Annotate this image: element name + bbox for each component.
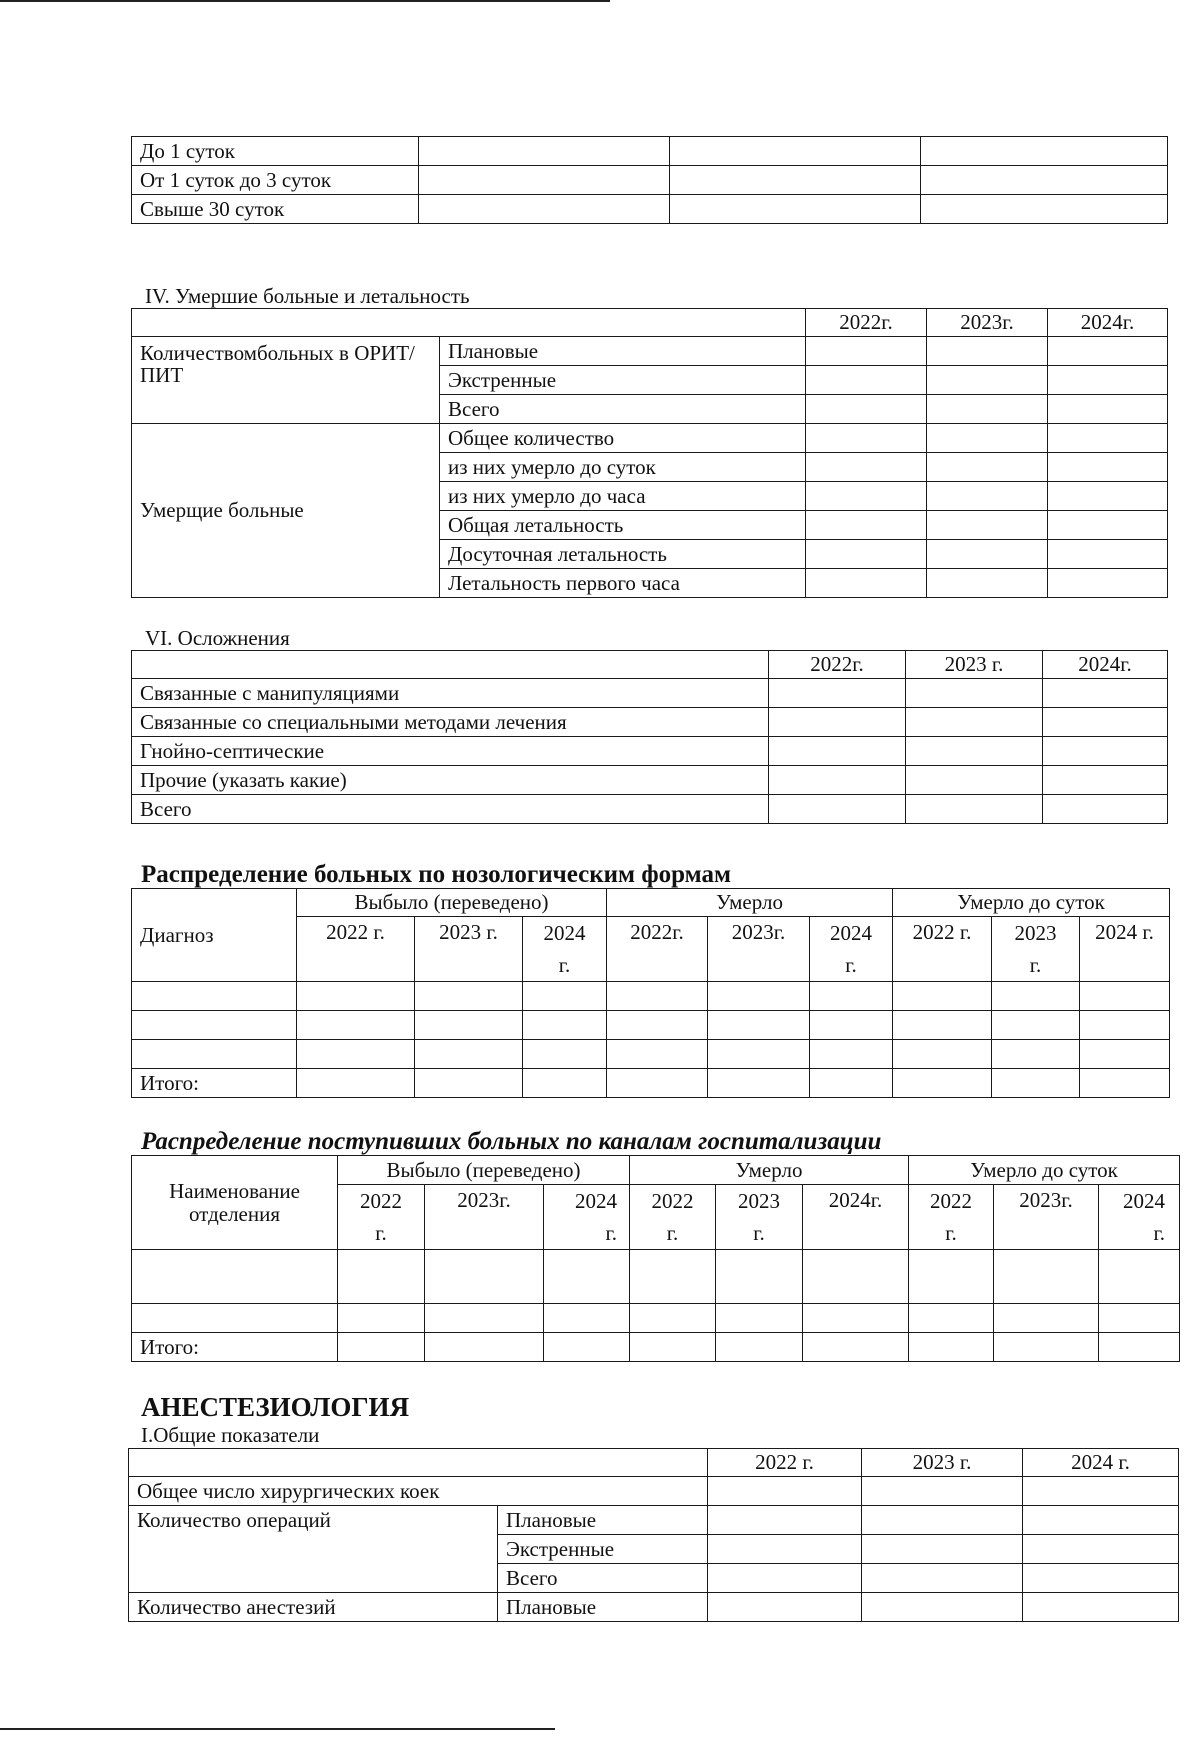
table-row xyxy=(132,137,1168,166)
row-label: Всего xyxy=(440,395,806,424)
year-header: 2022г. xyxy=(769,651,906,679)
duration-table-block xyxy=(131,136,1168,224)
group-header-row xyxy=(132,1156,1180,1185)
row-label: Экстренные xyxy=(440,366,806,395)
year-header: 2024 г. xyxy=(1099,1185,1180,1250)
table-row xyxy=(132,708,1168,737)
group-label: Количество анестезий xyxy=(129,1593,498,1622)
row-label: Летальность первого часа xyxy=(440,569,806,598)
mortality-section xyxy=(131,286,1168,598)
group-header-row xyxy=(132,889,1170,917)
anesthesiology-table xyxy=(128,1448,1179,1622)
channels-section xyxy=(131,1129,1180,1362)
table-row xyxy=(132,1250,1180,1304)
row-label: Прочие (указать какие) xyxy=(132,766,769,795)
group-header: Умерло до суток xyxy=(893,889,1170,917)
year-header: 2022 г. xyxy=(909,1185,994,1250)
mortality-table xyxy=(131,308,1168,598)
year-header: 2023г. xyxy=(927,309,1048,337)
year-header: 2024 г. xyxy=(523,917,607,982)
header-row xyxy=(132,309,1168,337)
anesthesiology-title: АНЕСТЕЗИОЛОГИЯ xyxy=(141,1392,410,1422)
header-row xyxy=(132,651,1168,679)
year-header: 2022 г. xyxy=(630,1185,716,1250)
complications-title: VI. Осложнения xyxy=(145,626,290,650)
group-header: Умерло xyxy=(630,1156,909,1185)
table-row xyxy=(132,195,1168,224)
table-row xyxy=(132,795,1168,824)
nosology-title: Распределение больных по нозологическим формам xyxy=(141,861,732,888)
year-header: 2022г. xyxy=(607,917,708,982)
department-header: Наименование отделения xyxy=(132,1156,338,1250)
row-label: От 1 суток до 3 суток xyxy=(132,166,419,195)
year-header: 2023г. xyxy=(994,1185,1099,1250)
table-row xyxy=(132,337,1168,366)
year-header: 2024г. xyxy=(803,1185,909,1250)
row-label: Связанные со специальными методами лечения xyxy=(132,708,769,737)
row-label: Общее число хирургических коек xyxy=(129,1477,708,1506)
group-header: Умерло до суток xyxy=(909,1156,1180,1185)
year-header: 2024 г. xyxy=(810,917,893,982)
row-label: Связанные с манипуляциями xyxy=(132,679,769,708)
table-row xyxy=(132,166,1168,195)
anesthesiology-section xyxy=(128,1394,1179,1622)
row-label: Досуточная летальность xyxy=(440,540,806,569)
table-row xyxy=(132,766,1168,795)
group-label: Количество операций xyxy=(129,1506,498,1593)
group-label: Умерщие больные xyxy=(132,424,440,598)
complications-section xyxy=(131,628,1168,824)
table-row xyxy=(132,1011,1170,1040)
row-label: Плановые xyxy=(498,1593,708,1622)
table-row xyxy=(132,1040,1170,1069)
year-header: 2023 г. xyxy=(716,1185,803,1250)
row-label: Общая летальность xyxy=(440,511,806,540)
year-header: 2024г. xyxy=(1048,309,1168,337)
row-label: из них умерло до часа xyxy=(440,482,806,511)
year-header: 2023г. xyxy=(425,1185,544,1250)
year-header: 2023г. xyxy=(708,917,810,982)
year-header: 2022 г. xyxy=(893,917,992,982)
year-header: 2023 г. xyxy=(862,1449,1023,1477)
table-row xyxy=(132,679,1168,708)
row-label: Общее количество xyxy=(440,424,806,453)
year-header: 2023 г. xyxy=(906,651,1043,679)
group-header: Умерло xyxy=(607,889,893,917)
header-row xyxy=(129,1449,1179,1477)
row-label: из них умерло до суток xyxy=(440,453,806,482)
row-label: Свыше 30 суток xyxy=(132,195,419,224)
table-row xyxy=(129,1593,1179,1622)
row-label: Гнойно-септические xyxy=(132,737,769,766)
complications-table xyxy=(131,650,1168,824)
bottom-rule xyxy=(0,1728,555,1730)
total-row xyxy=(132,1333,1180,1362)
year-header: 2024г. xyxy=(1043,651,1168,679)
year-header: 2024 г. xyxy=(1023,1449,1179,1477)
year-header: 2022 г. xyxy=(708,1449,862,1477)
year-header: 2022 г. xyxy=(297,917,415,982)
nosology-section xyxy=(131,862,1170,1098)
diagnosis-header: Диагноз xyxy=(132,889,297,982)
table-row xyxy=(129,1506,1179,1535)
table-row xyxy=(129,1477,1179,1506)
row-label: До 1 суток xyxy=(132,137,419,166)
row-label: Плановые xyxy=(440,337,806,366)
table-row xyxy=(132,1304,1180,1333)
total-label: Итого: xyxy=(132,1333,338,1362)
total-label: Итого: xyxy=(132,1069,297,1098)
row-label: Всего xyxy=(132,795,769,824)
year-header: 2024 г. xyxy=(1080,917,1170,982)
year-header: 2022 г. xyxy=(338,1185,425,1250)
top-rule xyxy=(0,0,610,2)
group-header: Выбыло (переведено) xyxy=(338,1156,630,1185)
year-header: 2022г. xyxy=(806,309,927,337)
channels-title: Распределение поступивших больных по каналам госпитализации xyxy=(141,1128,882,1155)
channels-table xyxy=(131,1155,1180,1362)
year-header: 2023 г. xyxy=(415,917,523,982)
year-header: 2024 г. xyxy=(544,1185,630,1250)
total-row xyxy=(132,1069,1170,1098)
year-header: 2023 г. xyxy=(992,917,1080,982)
group-label: Количествомбольных в ОРИТ/ПИТ xyxy=(132,337,440,424)
group-header: Выбыло (переведено) xyxy=(297,889,607,917)
nosology-table xyxy=(131,888,1170,1098)
anesthesiology-subtitle: I.Общие показатели xyxy=(141,1423,320,1447)
table-row xyxy=(132,737,1168,766)
table-row xyxy=(132,982,1170,1011)
row-label: Экстренные xyxy=(498,1535,708,1564)
mortality-title: IV. Умершие больные и летальность xyxy=(145,284,470,308)
row-label: Плановые xyxy=(498,1506,708,1535)
row-label: Всего xyxy=(498,1564,708,1593)
duration-table xyxy=(131,136,1168,224)
table-row xyxy=(132,424,1168,453)
